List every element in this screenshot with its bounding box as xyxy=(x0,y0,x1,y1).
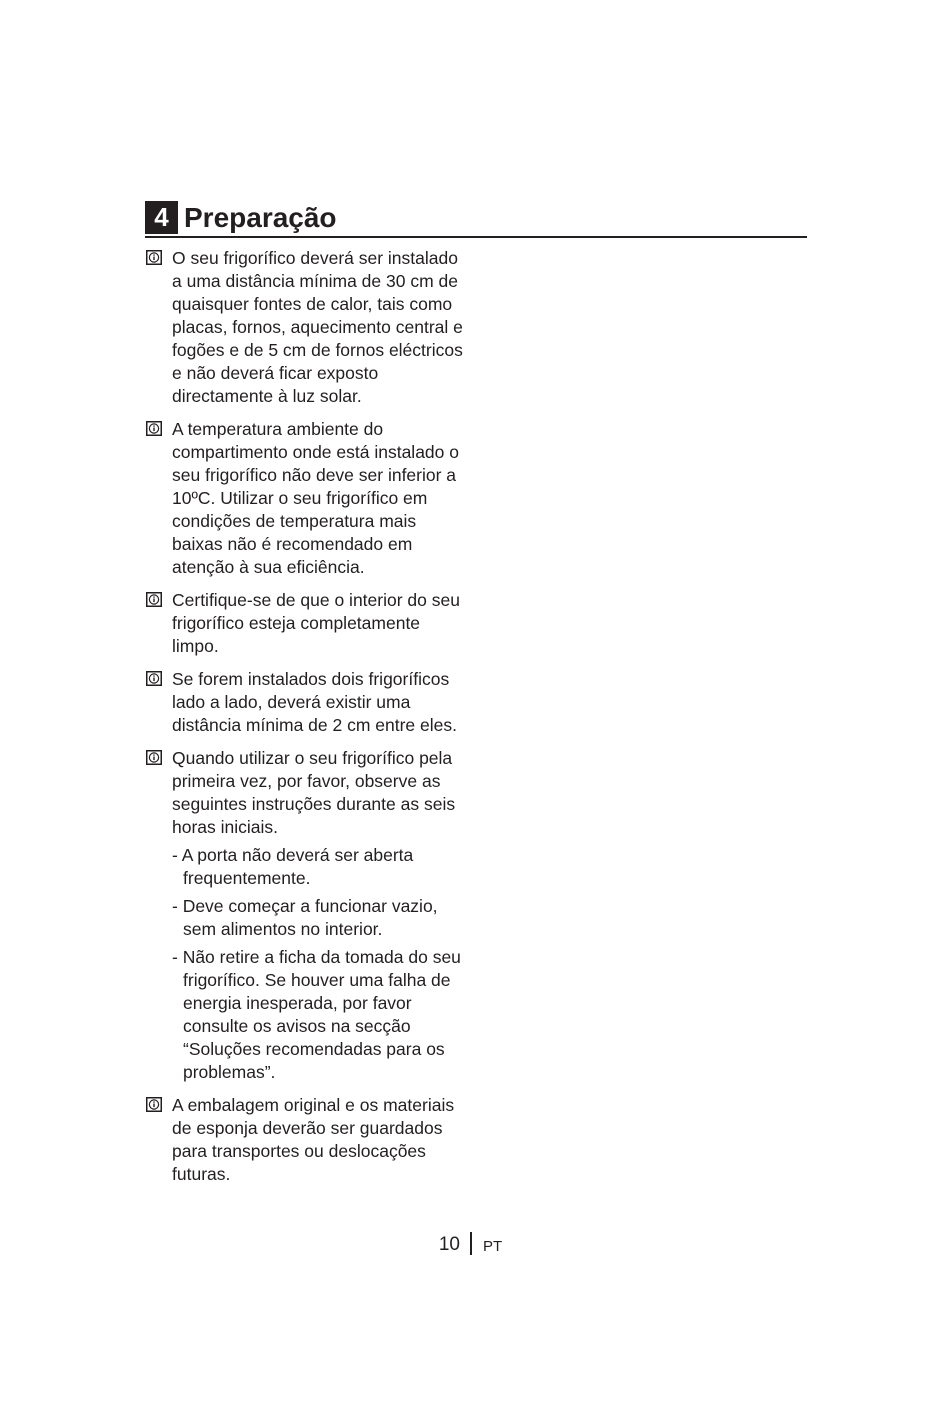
info-item xyxy=(145,247,465,408)
footer-divider xyxy=(470,1232,472,1255)
sub-item: - Deve começar a funcionar vazio, sem alimentos no interior. xyxy=(172,896,438,939)
info-list xyxy=(145,247,465,1196)
info-item xyxy=(145,589,465,658)
page-footer xyxy=(0,1232,950,1262)
info-item-text: Se forem instalados dois frigoríficos lado a lado, deverá existir uma distância mínima de 2 cm entre eles. xyxy=(172,669,457,735)
info-icon xyxy=(146,750,162,765)
sub-list xyxy=(172,844,465,1084)
sub-item: - A porta não deverá ser aberta frequentemente. xyxy=(172,845,414,888)
info-icon xyxy=(146,421,162,436)
info-item xyxy=(145,1094,465,1186)
info-item xyxy=(145,747,465,1084)
info-icon xyxy=(146,592,162,607)
info-icon xyxy=(146,671,162,686)
info-item xyxy=(145,668,465,737)
info-item-text: Certifique-se de que o interior do seu frigorífico esteja completamente limpo. xyxy=(172,590,460,656)
sub-item: - Não retire a ficha da tomada do seu frigorífico. Se houver uma falha de energia inesperada, por favor consulte os avisos na secção “Soluções recomendadas para os problemas”. xyxy=(172,947,461,1082)
info-item xyxy=(145,418,465,579)
chapter-title: Preparação xyxy=(184,202,337,233)
info-item-text: O seu frigorífico deverá ser instalado a uma distância mínima de 30 cm de quaisquer fontes de calor, tais como placas, fornos, aquecimento central e fogões e de 5 cm de fornos eléctricos e não deverá ficar exposto directamente à luz solar. xyxy=(172,248,463,406)
info-item-text: A embalagem original e os materiais de esponja deverão ser guardados para transportes ou deslocações futuras. xyxy=(172,1095,455,1184)
language-code: PT xyxy=(483,1238,503,1255)
info-item-text: Quando utilizar o seu frigorífico pela primeira vez, por favor, observe as seguintes instruções durante as seis horas iniciais. xyxy=(172,748,456,837)
info-icon xyxy=(146,1097,162,1112)
chapter-header xyxy=(145,201,807,238)
info-item-text: A temperatura ambiente do compartimento onde está instalado o seu frigorífico não deve ser inferior a 10ºC. Utilizar o seu frigorífico em condições de temperatura mais baixas não é recomendado em atenção à sua eficiência. xyxy=(172,419,459,577)
chapter-number: 4 xyxy=(145,201,178,234)
page-number: 10 xyxy=(438,1234,460,1255)
info-icon xyxy=(146,250,162,265)
